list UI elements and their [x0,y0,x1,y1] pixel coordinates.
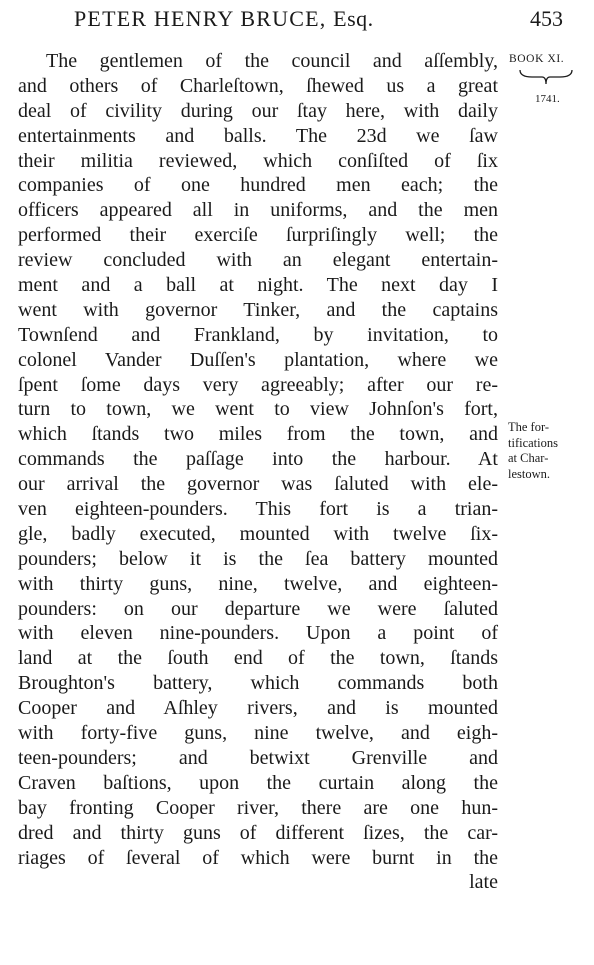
body-text [18,49,498,895]
text-line: with eleven nine-pounders. Upon a point of [18,622,498,645]
text-line: entertainments and balls. The 23d we ſaw [18,124,498,147]
text-line: review concluded with an elegant entertain- [18,249,498,272]
text-line: ven eighteen-pounders. This fort is a trian- [18,498,498,521]
running-title: PETER HENRY BRUCE, [74,6,334,31]
margin-note [508,420,588,482]
text-line: ſpent ſome days very agreeably; after our re- [18,373,498,396]
text-line: companies of one hundred men each; the [18,174,498,197]
text-line: Cooper and Aſhley rivers, and is mounted [18,697,498,720]
margin-note-line: lestown. [508,466,551,481]
text-line: deal of civility during our ſtay here, with daily [18,99,498,122]
text-line: and others of Charleſtown, ſhewed us a great [18,74,498,97]
text-line: ment and a ball at night. The next day I [18,274,498,297]
text-line: pounders: on our departure we were ſaluted [18,597,498,620]
text-line: their militia reviewed, which conſiſted of ſix [18,149,498,172]
text-line: teen-pounders; and betwixt Grenville and [18,746,498,769]
text-line: turn to town, we went to view Johnſon's fort, [18,398,498,421]
text-line: went with governor Tinker, and the captains [18,298,498,321]
margin-note-line: tifications [508,435,558,450]
text-line: officers appeared all in uniforms, and the men [18,199,498,222]
text-line: bay fronting Cooper river, there are one hun- [18,796,498,819]
text-line: riages of ſeveral of which were burnt in the [18,846,498,869]
page-number: 453 [530,6,563,31]
margin-book-label: BOOK XI. [509,53,565,65]
running-head [74,6,374,32]
text-line: performed their exerciſe ſurpriſingly well; the [18,224,498,247]
text-line: gle, badly executed, mounted with twelve ſix- [18,522,498,545]
text-line: pounders; below it is the ſea battery mounted [18,547,498,570]
text-line: our arrival the governor was ſaluted with ele- [18,473,498,496]
text-line: The gentlemen of the council and aſſembly, [46,50,498,72]
margin-note-line: The for- [508,420,550,434]
text-line: land at the ſouth end of the town, ſtands [18,647,498,670]
catchword: late [469,871,498,894]
text-line: with thirty guns, nine, twelve, and eighteen- [18,572,498,595]
margin-year: 1741. [535,93,560,105]
text-line: Townſend and Frankland, by invitation, to [18,323,498,346]
text-line: dred and thirty guns of different ſizes, the car- [18,821,498,844]
text-line: Broughton's battery, which commands both [18,672,498,695]
text-line: with forty-five guns, nine twelve, and eigh- [18,722,498,745]
text-line: Craven baſtions, upon the curtain along the [18,771,498,794]
text-line: colonel Vander Duſſen's plantation, where we [18,348,498,371]
margin-note-line: at Char- [508,451,549,465]
text-line: which ſtands two miles from the town, and [18,423,498,446]
running-title-esq: Esq. [333,6,374,31]
text-line: commands the paſſage into the harbour. At [18,448,498,471]
brace-icon [518,68,574,86]
